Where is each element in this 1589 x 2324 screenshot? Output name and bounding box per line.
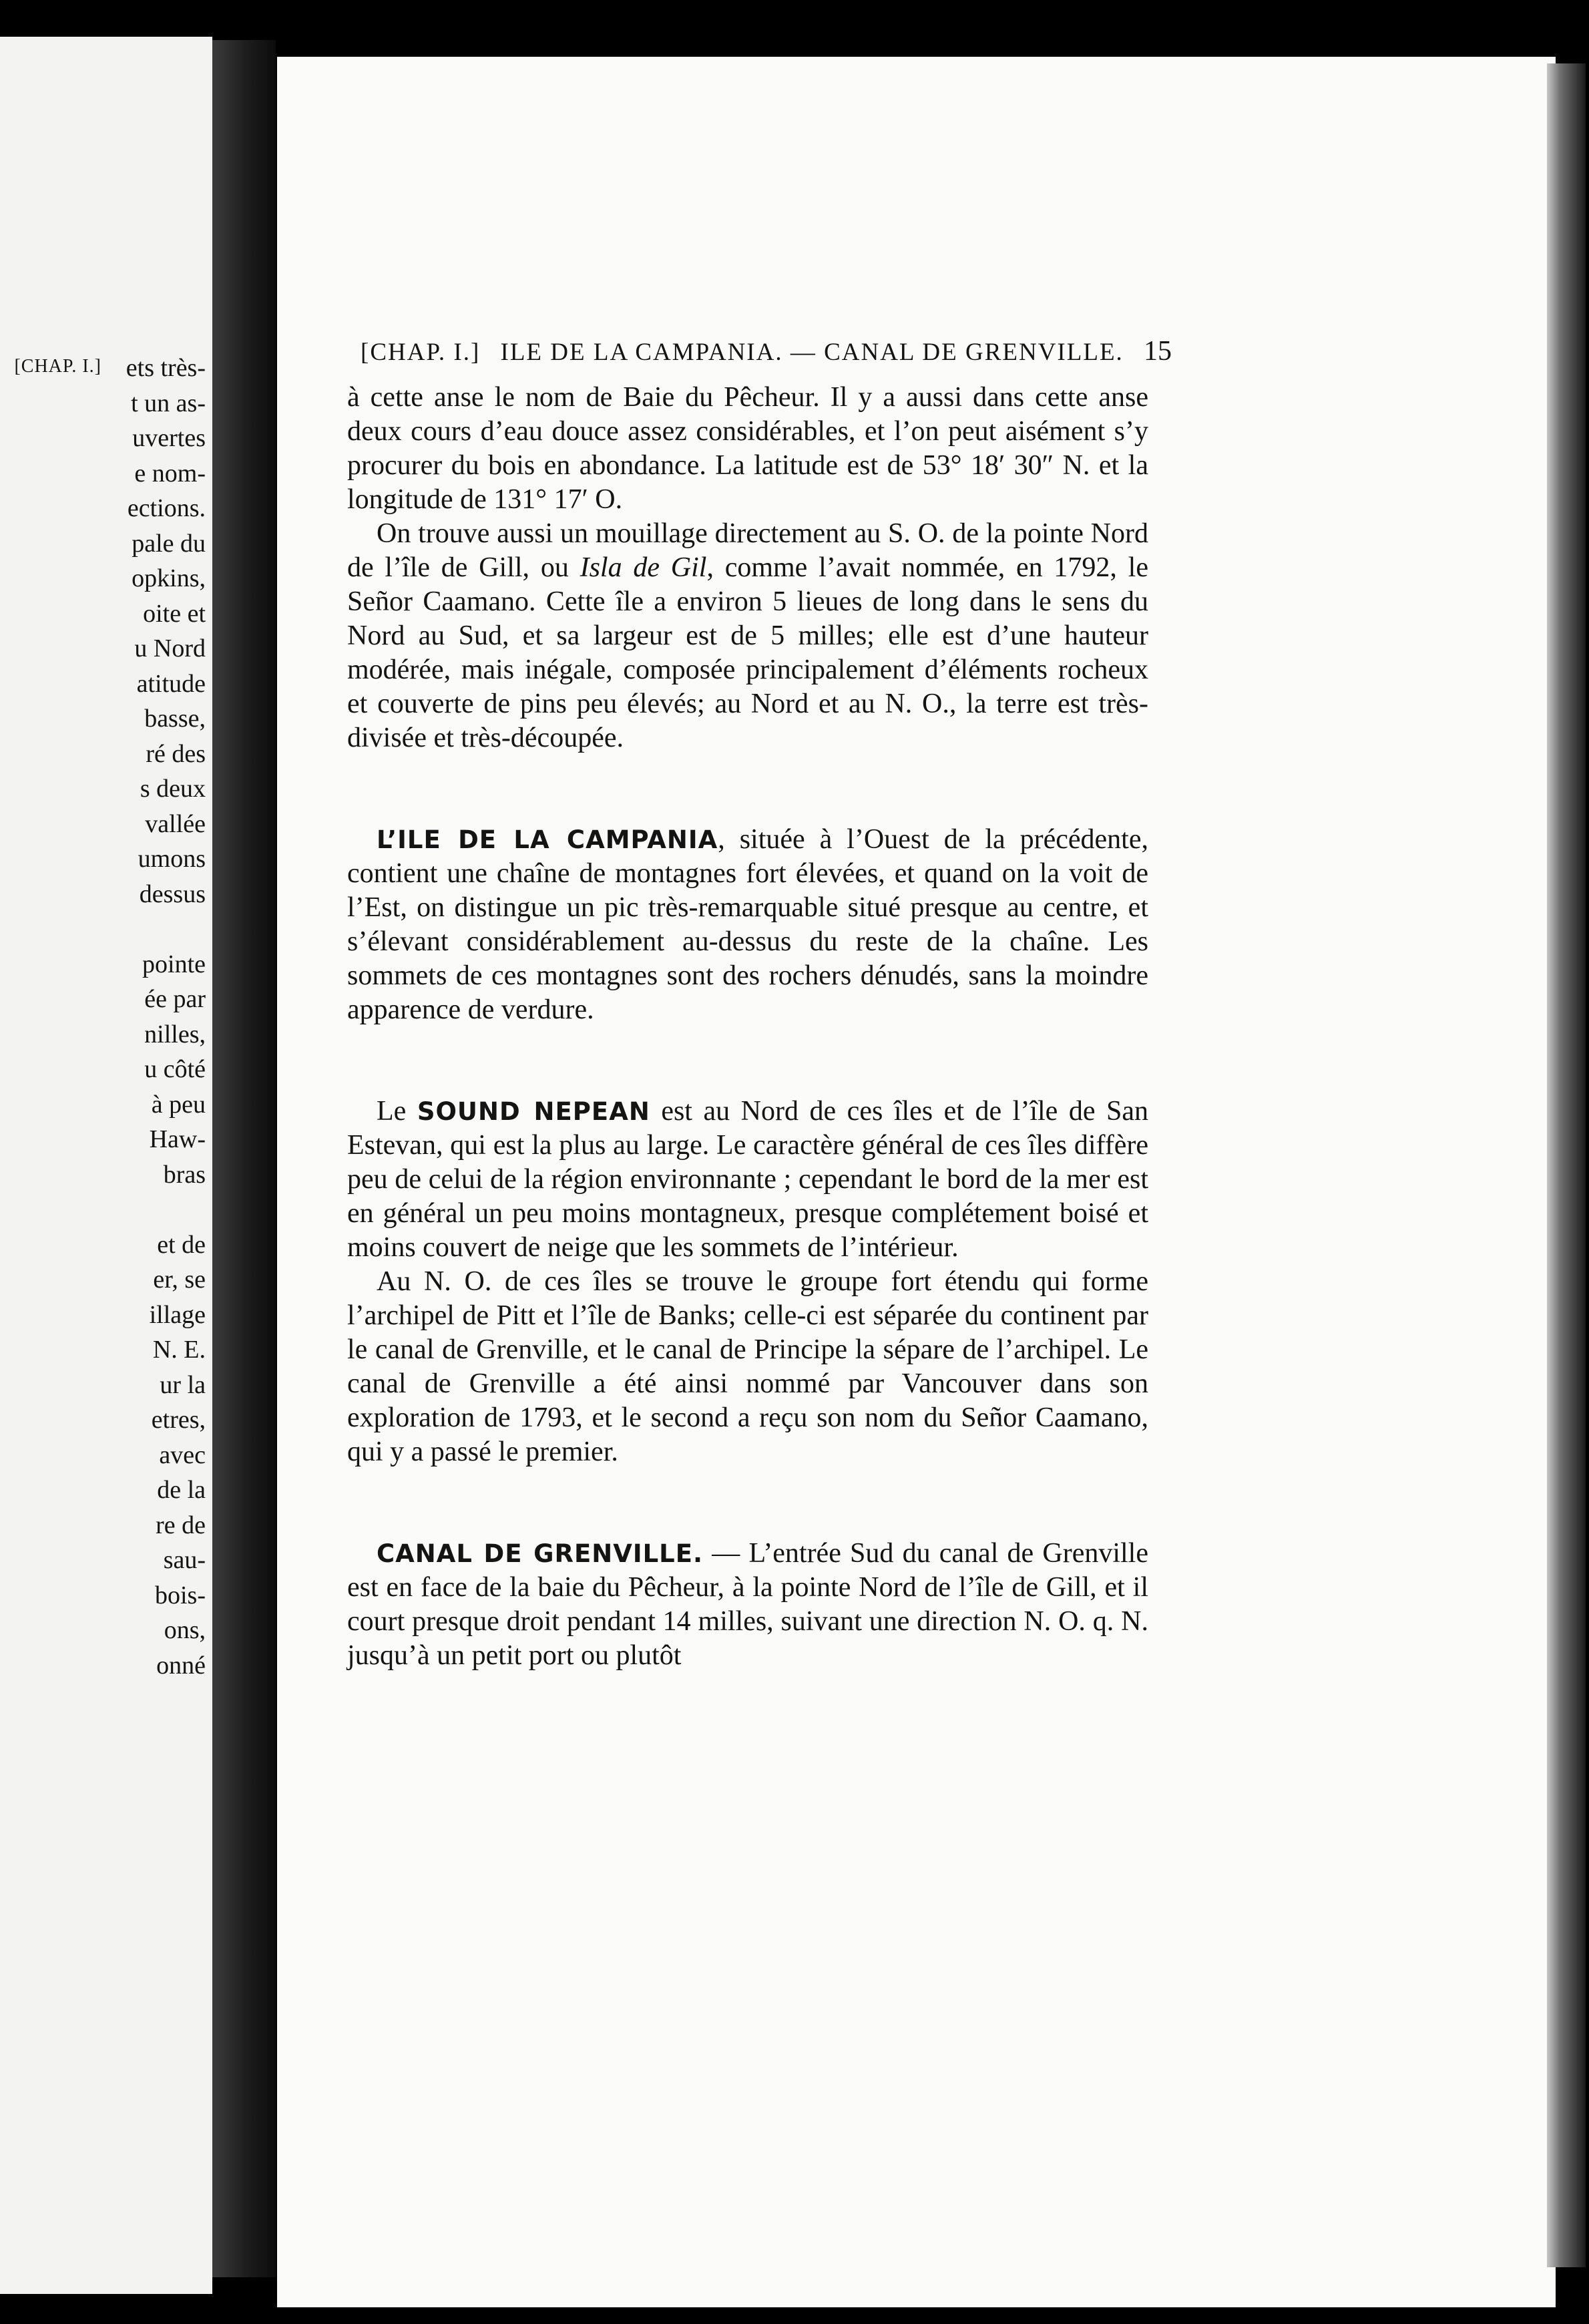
left-page-line: onné (156, 1651, 206, 1680)
page-number: 15 (1143, 336, 1172, 367)
body-text (347, 381, 1148, 1673)
left-page-line: à peu (151, 1090, 206, 1119)
paragraph-2-italic: Isla de Gil (580, 552, 707, 583)
paragraph-3 (347, 823, 1148, 1027)
left-page-line: pointe (142, 950, 206, 978)
left-page-line: oite et (143, 599, 206, 628)
left-page-line: re de (156, 1511, 206, 1539)
header-title: ILE DE LA CAMPANIA. — CANAL DE GRENVILLE. (500, 339, 1124, 366)
left-page-line: basse, (144, 705, 206, 733)
paragraph-2-text: On trouve aussi un mouillage directement au S. O. de la pointe Nord de l’île de Gill, ou (347, 518, 1148, 583)
left-facing-page (0, 37, 212, 2294)
left-page-line: Haw- (149, 1125, 206, 1153)
left-page-line: de la (157, 1476, 206, 1504)
left-page-text-fragments (0, 351, 206, 1683)
paragraph-5: Au N. O. de ces îles se trouve le groupe fort étendu qui forme l’archipel de Pitt et l’île de Banks; celle-ci est séparée du continent par le canal de Grenville, et le canal de Principe la sépare de l’archipel. Le canal de Grenville a été ainsi nommé par Vancouver dans son exploration de 1793, et le second a reçu son nom du Señor Caamano, qui y a passé le premier. (347, 1266, 1148, 1467)
left-page-line: ons, (164, 1616, 206, 1644)
left-page-line: bras (163, 1160, 206, 1189)
left-page-header: [CHAP. I.] (14, 356, 101, 377)
left-page-line: sau- (163, 1546, 206, 1574)
left-page-line: u côté (144, 1055, 206, 1083)
left-page-line: u Nord (134, 634, 206, 662)
left-page-line (0, 1192, 206, 1227)
paragraph-4-pre: Le (377, 1096, 407, 1127)
paragraph-3-text: , située à l’Ouest de la précédente, contient une chaîne de montagnes fort élevées, et quand on la voit de l’Est, on distingue un pic très-remarquable situé presque au centre, et s’élevant considérablement au-dessus du reste de la chaîne. Les sommets de ces montagnes sont des rochers dénudés, sans la moindre apparence de verdure. (347, 824, 1148, 1025)
left-page-line: et de (157, 1230, 206, 1259)
book-gutter-shadow (212, 40, 276, 2277)
chapter-marker: [CHAP. I.] (361, 339, 481, 366)
left-page-line: er, se (153, 1266, 206, 1294)
left-page-line: illage (149, 1300, 206, 1329)
paragraph-6 (347, 1537, 1148, 1673)
left-page-line: dessus (139, 880, 206, 908)
paragraph-2 (347, 517, 1148, 755)
left-page-line: uvertes (132, 424, 206, 452)
paragraph-6-text: — L’entrée Sud du canal de Grenville est en face de la baie du Pêcheur, à la pointe Nord de l’île de Gill, et il court presque droit pendant 14 milles, suivant une direction N. O. q. N. jusqu’à un petit port ou plutôt (347, 1538, 1148, 1671)
left-page-line: vallée (145, 809, 206, 838)
left-page-line: N. E. (152, 1336, 206, 1364)
left-page-line: pale du (132, 529, 206, 558)
left-page-line: etres, (151, 1406, 206, 1434)
paragraph-4 (347, 1095, 1148, 1265)
left-page-line: atitude (136, 669, 206, 698)
section-heading-campania: L’ILE DE LA CAMPANIA (377, 825, 718, 854)
left-page-line: ur la (160, 1370, 206, 1399)
left-page-line: nilles, (144, 1020, 206, 1048)
left-page-line: avec (159, 1440, 206, 1469)
paragraph-2-rest: , comme l’avait nommée, en 1792, le Señor Caamano. Cette île a environ 5 lieues de long dans le sens du Nord au Sud, et sa largeur est de 5 milles; elle est d’une hauteur modérée, mais inégale, composée principalement d’éléments rocheux et couverte de pins peu élevés; au Nord et au N. O., la terre est très-divisée et très-découpée. (347, 552, 1148, 753)
left-page-line: umons (138, 845, 206, 873)
left-page-line: ets très- (126, 354, 206, 382)
left-page-line: ré des (146, 739, 206, 768)
paragraph-4-text: est au Nord de ces îles et de l’île de San Estevan, qui est la plus au large. Le caractère général de ces îles diffère peu de celui de la région environnante ; cependant le bord de la mer est en général un peu moins montagneux, presque complétement boisé et moins couvert de neige que les sommets de l’intérieur. (347, 1096, 1148, 1263)
section-heading-nepean: SOUND NEPEAN (417, 1097, 650, 1126)
running-header (361, 335, 1172, 367)
left-page-line (0, 912, 206, 947)
left-page-line: ée par (144, 985, 206, 1013)
left-page-line: bois- (155, 1581, 206, 1609)
left-page-line: e nom- (134, 459, 206, 488)
section-heading-grenville: CANAL DE GRENVILLE. (377, 1539, 704, 1568)
paragraph-1: à cette anse le nom de Baie du Pêcheur. Il y a aussi dans cette anse deux cours d’eau douce assez considérables, et l’on peut aisément s’y procurer du bois en abondance. La latitude est de 53° 18′ 30″ N. et la longitude de 131° 17′ O. (347, 382, 1148, 515)
left-page-line: s deux (140, 775, 206, 803)
left-page-line: ections. (127, 494, 206, 522)
left-page-line: opkins, (132, 564, 206, 592)
page-edge-shadow (1547, 63, 1586, 2267)
left-page-line: t un as- (131, 389, 206, 417)
